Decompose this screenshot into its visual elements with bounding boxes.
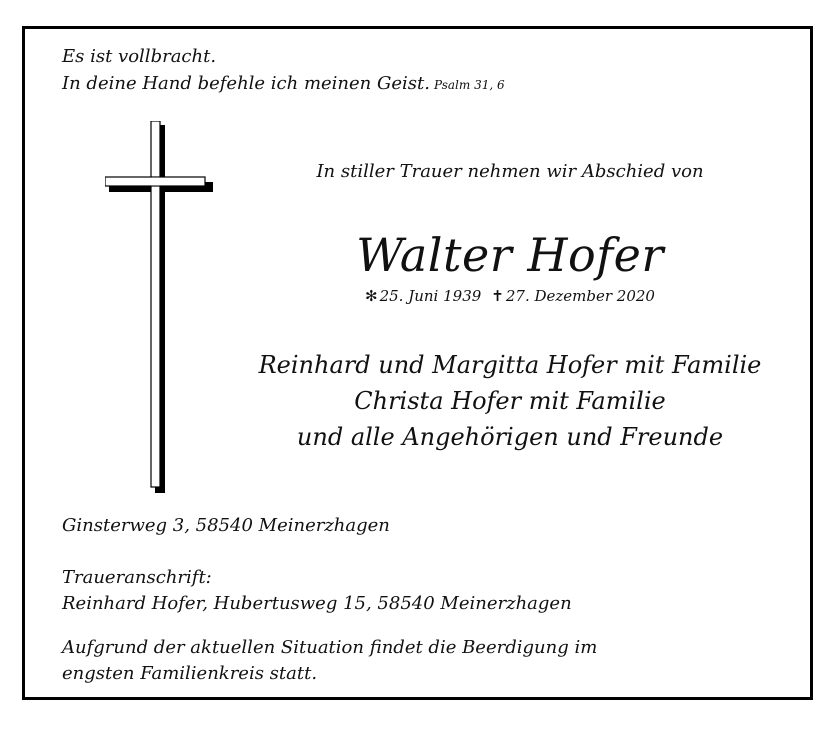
- bible-quote: [62, 43, 505, 99]
- family-line-1: Reinhard und Margitta Hofer mit Familie: [258, 351, 762, 379]
- quote-reference: Psalm 31, 6: [433, 78, 505, 92]
- quote-line-1: Es ist vollbracht.: [62, 46, 217, 67]
- family-line-3: und alle Angehörigen und Freunde: [296, 423, 724, 451]
- quote-line-2-text: In deine Hand befehle ich meinen Geist.: [62, 73, 430, 94]
- quote-line-2: [62, 70, 505, 99]
- death-date: 27. Dezember 2020: [505, 287, 655, 305]
- home-address: Ginsterweg 3, 58540 Meinerzhagen: [62, 515, 390, 536]
- intro-text: In stiller Trauer nehmen wir Abschied von: [316, 161, 704, 182]
- funeral-notice: [62, 635, 597, 687]
- obituary-frame: [22, 26, 813, 700]
- birth-star-icon: ✻: [365, 287, 378, 305]
- notice-line-1: Aufgrund der aktuellen Situation findet die Beerdigung im: [62, 637, 598, 658]
- birth-date: 25. Juni 1939: [379, 287, 482, 305]
- notice-line-2: engsten Familienkreis statt.: [62, 663, 318, 684]
- family-line-2: Christa Hofer mit Familie: [354, 387, 666, 415]
- mourning-address: [62, 565, 572, 617]
- mourning-address-value: Reinhard Hofer, Hubertusweg 15, 58540 Meinerzhagen: [62, 593, 572, 614]
- deceased-name: Walter Hofer: [356, 228, 664, 282]
- life-dates: [175, 287, 837, 305]
- death-cross-icon: ✝: [491, 287, 504, 305]
- family-block: [175, 347, 837, 455]
- mourning-address-label: Traueranschrift:: [62, 567, 212, 588]
